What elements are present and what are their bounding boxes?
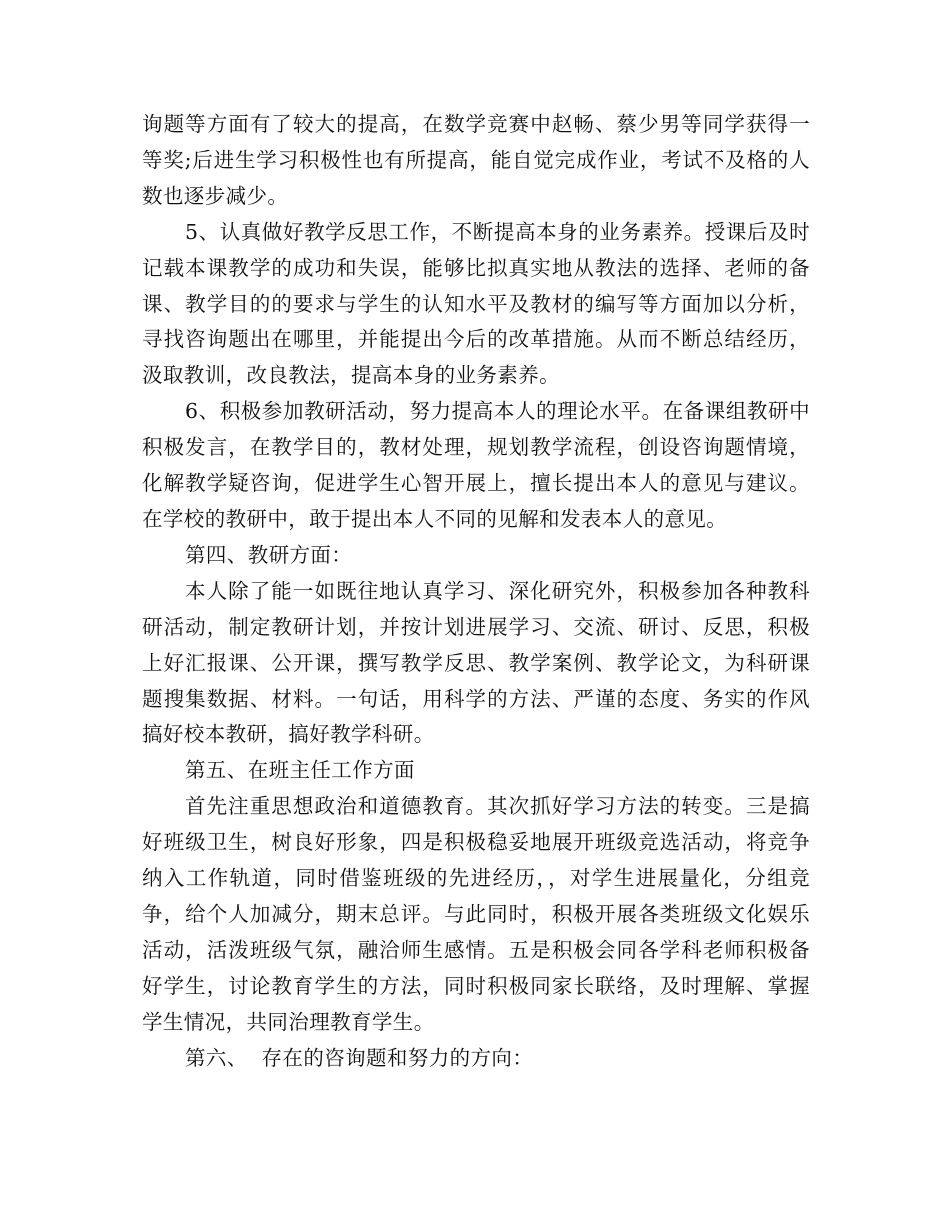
paragraph-research: 本人除了能一如既往地认真学习、深化研究外，积极参加各种教科研活动，制定教研计划，并按计划进展学习、交流、研讨、反思，积极上好汇报课、公开课，撰写教学反思、教学案例、教学论文，为科研课题搜集数据、材料。一句话，用科学的方法、严谨的态度、务实的作风搞好校本教研，搞好教学科研。 — [142, 578, 810, 747]
section-heading-5: 第五、在班主任工作方面 — [185, 758, 415, 783]
paragraph-item-5: 5、认真做好教学反思工作，不断提高本身的业务素养。授课后及时记载本课教学的成功和失误，能够比拟真实地从教法的选择、老师的备课、教学目的的要求与学生的认知水平及教材的编写等方面加以分析，寻找咨询题出在哪里，并能提出今后的改革措施。从而不断总结经历，汲取教训，改良教法，提高本身的业务素养。 — [142, 219, 810, 388]
paragraph-class-teacher: 首先注重思想政治和道德教育。其次抓好学习方法的转变。三是搞好班级卫生，树良好形象，四是积极稳妥地展开班级竞选活动，将竞争纳入工作轨道，同时借鉴班级的先进经历，，对学生进展量化，分组竞争，给个人加减分，期末总评。与此同时，积极开展各类班级文化娱乐活动，活泼班级气氛，融洽师生感情。五是积极会同各学科老师积极备好学生，讨论教育学生的方法，同时积极同家长联络，及时理解、掌握学生情况，共同治理教育学生。 — [142, 794, 810, 1034]
paragraph-item-6: 6、积极参加教研活动，努力提高本人的理论水平。在备课组教研中积极发言，在教学目的，教材处理，规划教学流程，创设咨询题情境，化解教学疑咨询，促进学生心智开展上，擅长提出本人的意见与建议。在学校的教研中，敢于提出本人不同的见解和发表本人的意见。 — [142, 399, 810, 531]
document-body — [142, 107, 810, 1076]
section-heading-4: 第四、教研方面： — [185, 542, 353, 567]
section-heading-6: 第六、 存在的咨询题和努力的方向： — [185, 1045, 534, 1070]
paragraph-continuation: 询题等方面有了较大的提高，在数学竞赛中赵畅、蔡少男等同学获得一等奖;后进生学习积极性也有所提高，能自觉完成作业，考试不及格的人数也逐步减少。 — [142, 112, 810, 208]
